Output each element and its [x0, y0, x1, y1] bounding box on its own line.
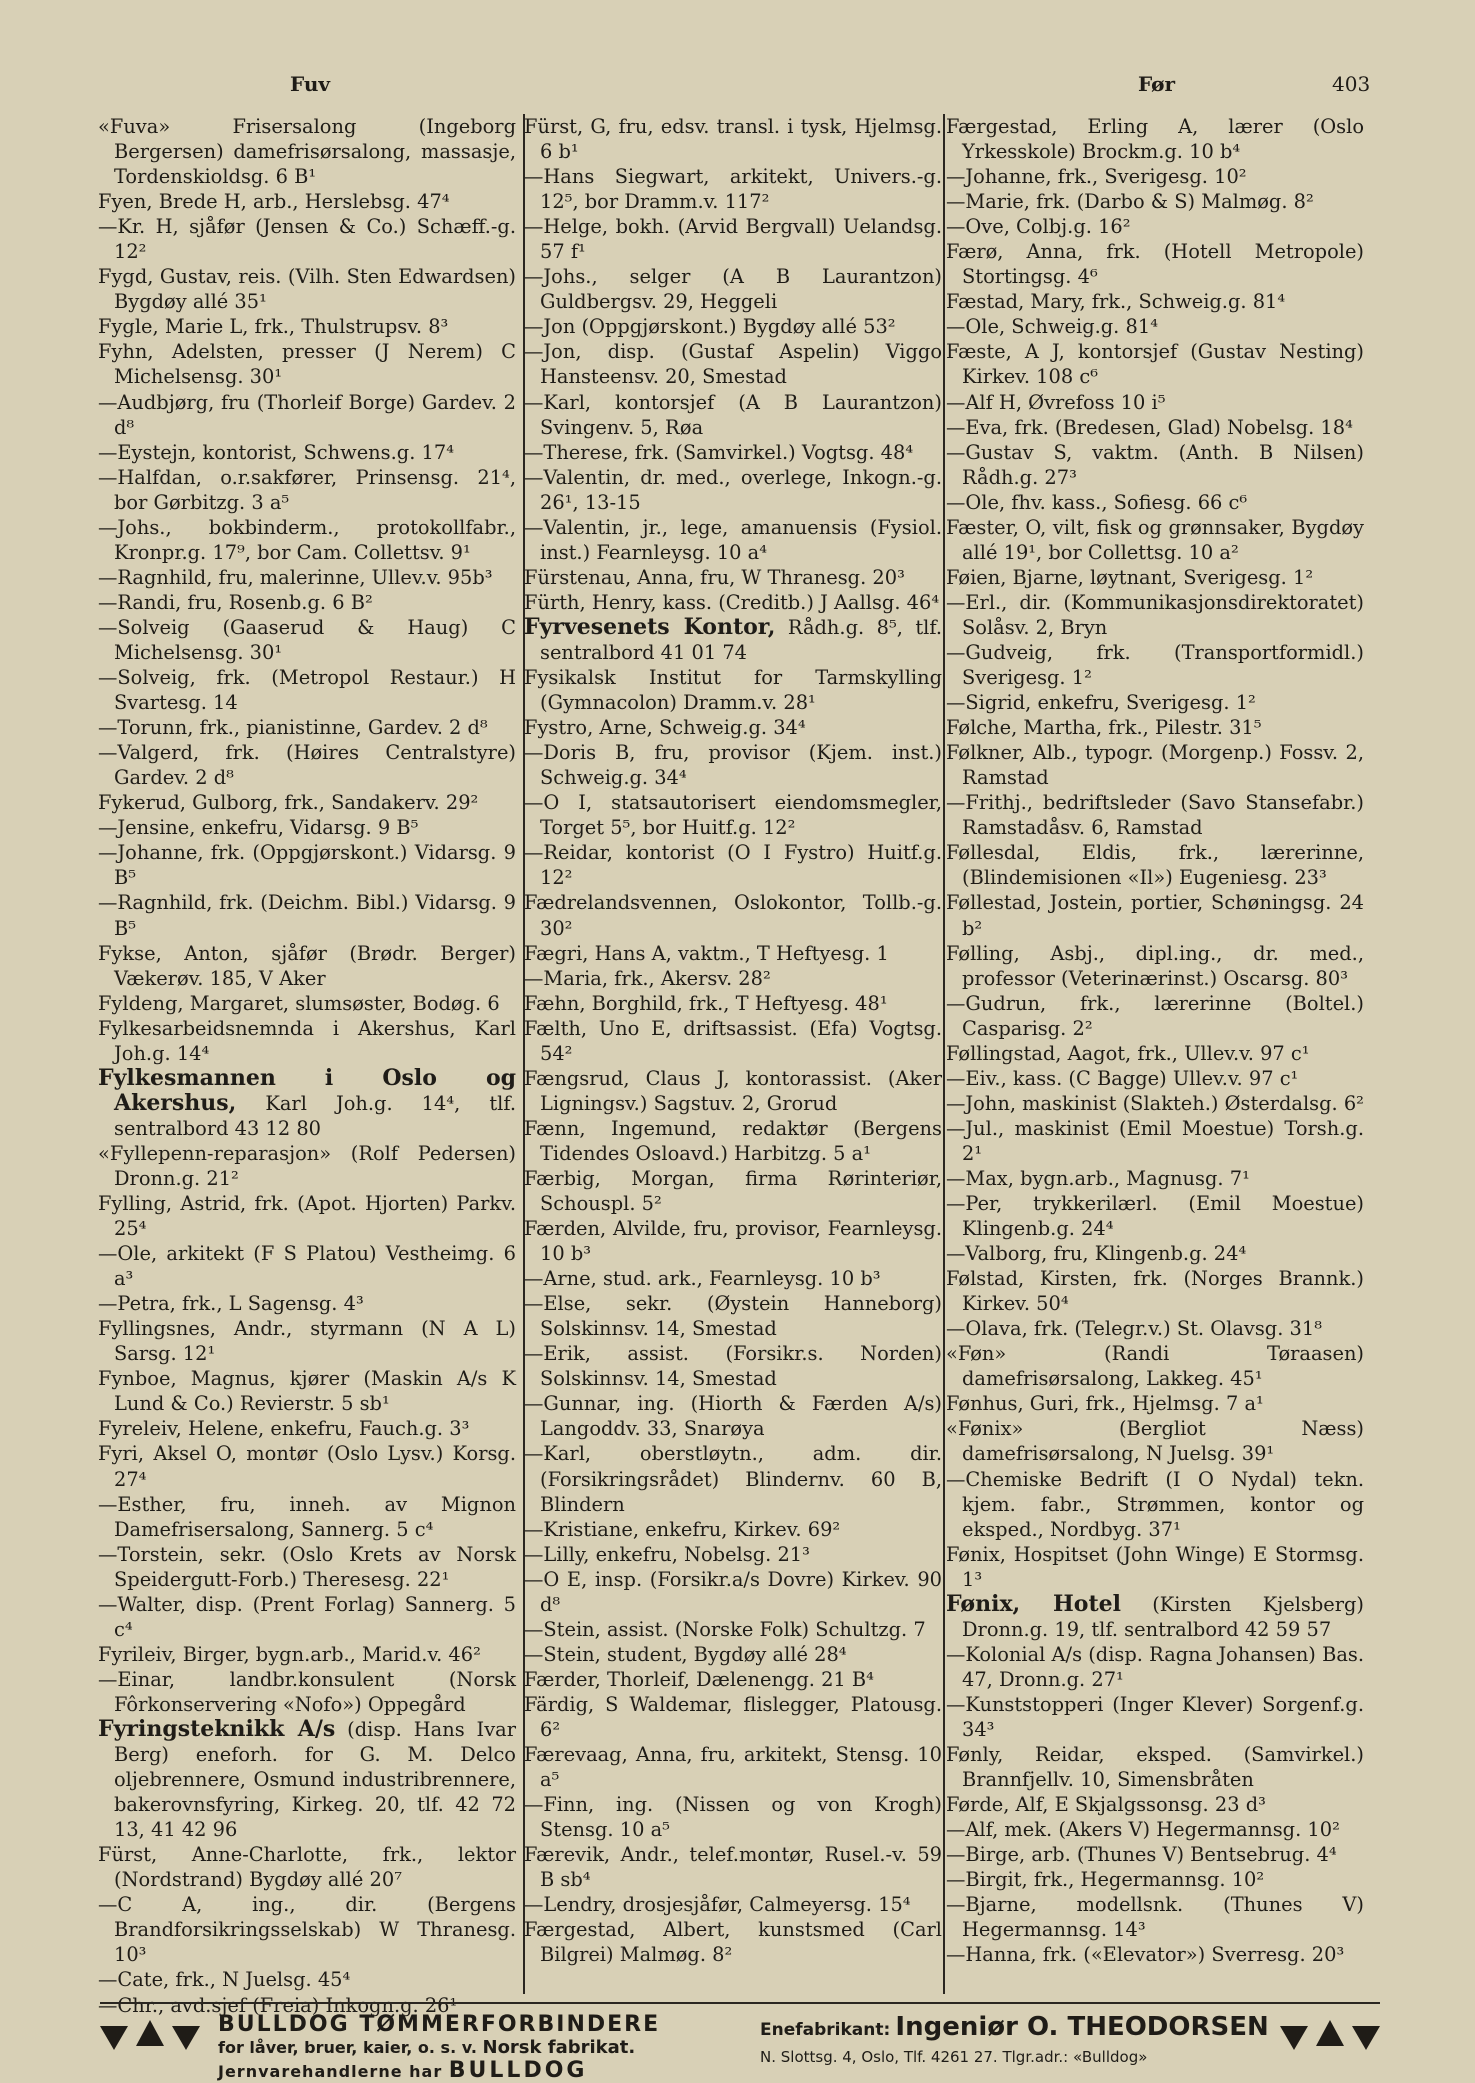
directory-entry: —Ove, Colbj.g. 16² — [946, 215, 1131, 239]
directory-entry: —Therese, frk. (Samvirkel.) Vogtsg. 48⁴ — [524, 440, 914, 464]
directory-entry: —Jon (Oppgjørskont.) Bygdøy allé 53² — [524, 315, 896, 339]
directory-entry: —Doris B, fru, provisor (Kjem. inst.) Schweig.g. 34⁴ — [524, 741, 942, 790]
directory-entry: —Jensine, enkefru, Vidarsg. 9 B⁵ — [98, 816, 419, 840]
ad-line: for låver, bruer, kaier, o. s. v. — [218, 2038, 477, 2057]
ad-right-text — [760, 2012, 1320, 2066]
directory-entry: —Gustav S, vaktm. (Anth. B Nilsen) Rådh.g. 27³ — [946, 440, 1364, 489]
directory-entry: —Cate, frk., N Juelsg. 45⁴ — [98, 1968, 351, 1992]
ad-title: BULLDOG TØMMERFORBINDERE — [218, 2012, 661, 2037]
directory-entry: Færø, Anna, frk. (Hotell Metropole) Stortingsg. 4⁶ — [946, 240, 1364, 289]
directory-entry: —Ragnhild, frk. (Deichm. Bibl.) Vidarsg. 9 B⁵ — [98, 891, 516, 940]
directory-entry: —Valgerd, frk. (Høires Centralstyre) Gardev. 2 d⁸ — [98, 741, 516, 790]
directory-entry: —O I, statsautorisert eiendomsmegler, Torget 5⁵, bor Huitf.g. 12² — [524, 791, 942, 840]
directory-entry: Fyrileiv, Birger, bygn.arb., Marid.v. 46² — [98, 1642, 481, 1666]
directory-entry: Færbig, Morgan, firma Rørinteriør, Schouspl. 5² — [524, 1166, 942, 1216]
directory-entry: —Karl, oberstløytn., adm. dir. (Forsikringsrådet) Blindernv. 60 B, Blindern — [524, 1442, 942, 1516]
bulldog-logo-icon — [100, 2016, 200, 2052]
directory-entry: Fyllingsnes, Andr., styrmann (N A L) Sarsg. 12¹ — [98, 1317, 516, 1366]
directory-entry: —O E, insp. (Forsikr.a/s Dovre) Kirkev. 90 d⁸ — [524, 1567, 942, 1616]
directory-entry: —Maria, frk., Akersv. 28² — [524, 966, 771, 990]
directory-entry: —Frithj., bedriftsleder (Savo Stansefabr.) Ramstadåsv. 6, Ramstad — [946, 791, 1364, 840]
directory-entry: Fykse, Anton, sjåfør (Brødr. Berger) Vækerøv. 185, V Aker — [98, 941, 516, 990]
directory-entry: —Solveig, frk. (Metropol Restaur.) H Svartesg. 14 — [98, 666, 516, 715]
directory-entry: —Helge, bokh. (Arvid Bergvall) Uelandsg. 57 f¹ — [524, 215, 942, 264]
column-3 — [946, 114, 1364, 1967]
page-number: 403 — [1332, 72, 1371, 96]
directory-entry: —Birgit, frk., Hegermannsg. 10² — [946, 1868, 1265, 1892]
directory-entry: Fæster, O, vilt, fisk og grønnsaker, Bygdøy allé 19¹, bor Collettsg. 10 a² — [946, 515, 1364, 564]
directory-entry: —Else, sekr. (Øystein Hanneborg) Solskinnsv. 14, Smestad — [524, 1292, 942, 1341]
directory-entry: Føien, Bjarne, løytnant, Sverigesg. 1² — [946, 565, 1314, 589]
entry-bold: Fylkesmannen i Oslo og Akershus, Karl Joh.g. 14⁴, tlf. sentralbord 43 12 80 — [98, 1064, 516, 1140]
directory-entry: Fykerud, Gulborg, frk., Sandakerv. 29² — [98, 791, 479, 815]
directory-entry: Fygd, Gustav, reis. (Vilh. Sten Edwardsen) Bygdøy allé 35¹ — [98, 265, 516, 314]
directory-entry: —Solveig (Gaaserud & Haug) C Michelsensg. 30¹ — [98, 615, 516, 664]
directory-entry: —Finn, ing. (Nissen og von Krogh) Stensg. 10 a⁵ — [524, 1793, 942, 1842]
directory-entry: Fælth, Uno E, driftsassist. (Efa) Vogtsg. 54² — [524, 1016, 942, 1065]
directory-entry: —Jul., maskinist (Emil Moestue) Torsh.g. 2¹ — [946, 1116, 1364, 1165]
directory-entry: Færden, Alvilde, fru, provisor, Fearnleysg. 10 b³ — [524, 1217, 942, 1266]
directory-entry: —Valborg, fru, Klingenb.g. 24⁴ — [946, 1242, 1247, 1266]
directory-entry: —Per, trykkerilærl. (Emil Moestue) Klingenb.g. 24⁴ — [946, 1192, 1364, 1241]
header-right-guide: Før — [1138, 72, 1175, 96]
directory-entry: «Fuva» Frisersalong (Ingeborg Bergersen) damefrisørsalong, massasje, Tordenskioldsg. 6 B¹ — [98, 115, 516, 189]
directory-entry: «Fønix» (Bergliot Næss) damefrisørsalong, N Juelsg. 39¹ — [946, 1417, 1364, 1466]
directory-entry: —Stein, student, Bygdøy allé 28⁴ — [524, 1642, 847, 1666]
ad-line: Norsk fabrikat. — [482, 2037, 636, 2058]
directory-entry: —Reidar, kontorist (O I Fystro) Huitf.g. 12² — [524, 841, 942, 890]
directory-entry: —Stein, assist. (Norske Folk) Schultzg. 7 — [524, 1617, 926, 1641]
directory-entry: Fürst, Anne-Charlotte, frk., lektor (Nordstrand) Bygdøy allé 20⁷ — [98, 1843, 516, 1892]
ad-line: Jernvarehandlerne har — [218, 2062, 443, 2081]
directory-entry: Fønly, Reidar, eksped. (Samvirkel.) Brannfjellv. 10, Simensbråten — [946, 1743, 1364, 1792]
directory-entry: Fyen, Brede H, arb., Herslebsg. 47⁴ — [98, 190, 450, 214]
directory-entry: —Petra, frk., L Sagensg. 4³ — [98, 1292, 364, 1316]
directory-entry: Fængsrud, Claus J, kontorassist. (Aker Ligningsv.) Sagstuv. 2, Grorud — [524, 1066, 942, 1115]
directory-entry: —Ragnhild, fru, malerinne, Ullev.v. 95b³ — [98, 565, 493, 589]
entry-bold: Fønix, Hotel (Kirsten Kjelsberg) Dronn.g. 19, tlf. sentralbord 42 59 57 — [946, 1590, 1364, 1641]
directory-entry: Fædrelandsvennen, Oslokontor, Tollb.-g. 30² — [524, 891, 942, 940]
directory-entry: Fygle, Marie L, frk., Thulstrupsv. 8³ — [98, 315, 449, 339]
directory-entry: —Lendry, drosjesjåfør, Calmeyersg. 15⁴ — [524, 1893, 911, 1917]
directory-entry: —Eystejn, kontorist, Schwens.g. 17⁴ — [98, 440, 454, 464]
entry-bold: Fyringsteknikk A/s (disp. Hans Ivar Berg) eneforh. for G. M. Delco oljebrennere, Osmund industribrennere, bakerovnsfyring, Kirkeg. 20, tlf. 42 72 13, 41 42 96 — [98, 1716, 516, 1842]
directory-entry: —C A, ing., dir. (Bergens Brandforsikringsselskab) W Thranesg. 10³ — [98, 1893, 516, 1967]
directory-entry: —Birge, arb. (Thunes V) Bentsebrug. 4⁴ — [946, 1843, 1337, 1867]
directory-entry: —Johs., bokbinderm., protokollfabr., Kronpr.g. 17⁹, bor Cam. Collettsv. 9¹ — [98, 515, 516, 564]
directory-entry: —Hanna, frk. («Elevator») Sverresg. 20³ — [946, 1943, 1345, 1967]
directory-entry: —Johanne, frk. (Oppgjørskont.) Vidarsg. 9 B⁵ — [98, 841, 516, 890]
directory-entry: —Sigrid, enkefru, Sverigesg. 1² — [946, 691, 1256, 715]
entry-bold: Fyrvesenets Kontor, Rådh.g. 8⁵, tlf. sentralbord 41 01 74 — [524, 613, 942, 664]
directory-entry: Færgestad, Erling A, lærer (Oslo Yrkesskole) Brockm.g. 10 b⁴ — [946, 115, 1364, 164]
directory-entry: —Erl., dir. (Kommunikasjonsdirektoratet) Solåsv. 2, Bryn — [946, 590, 1364, 639]
directory-entry: «Føn» (Randi Tøraasen) damefrisørsalong, Lakkeg. 45¹ — [946, 1342, 1364, 1391]
directory-entry: —Eva, frk. (Bredesen, Glad) Nobelsg. 18⁴ — [946, 415, 1353, 439]
directory-entry: —Einar, landbr.konsulent (Norsk Fôrkonservering «Nofo») Oppegård — [98, 1667, 516, 1716]
directory-entry: —Gudrun, frk., lærerinne (Boltel.) Casparisg. 2² — [946, 991, 1364, 1040]
directory-entry: —Audbjørg, fru (Thorleif Borge) Gardev. 2 d⁸ — [98, 390, 516, 439]
directory-entry: —Erik, assist. (Forsikr.s. Norden) Solskinnsv. 14, Smestad — [524, 1342, 942, 1391]
directory-entry: —Max, bygn.arb., Magnusg. 7¹ — [946, 1166, 1250, 1190]
directory-entry: Fægri, Hans A, vaktm., T Heftyesg. 1 — [524, 941, 889, 965]
directory-entry: Fænn, Ingemund, redaktør (Bergens Tidendes Osloavd.) Harbitzg. 5 a¹ — [524, 1116, 942, 1165]
advertisement-banner — [100, 2002, 1380, 2083]
directory-entry: —Marie, frk. (Darbo & S) Malmøg. 8² — [946, 190, 1314, 214]
directory-entry: Fysikalsk Institut for Tarmskylling (Gymnacolon) Dramm.v. 28¹ — [524, 666, 942, 715]
directory-entry: —Gudveig, frk. (Transportformidl.) Sverigesg. 1² — [946, 640, 1364, 690]
directory-entry: —Karl, kontorsjef (A B Laurantzon) Svingenv. 5, Røa — [524, 390, 942, 439]
directory-entry: —Walter, disp. (Prent Forlag) Sannerg. 5 c⁴ — [98, 1592, 516, 1641]
directory-entry: —Torunn, frk., pianistinne, Gardev. 2 d⁸ — [98, 716, 488, 740]
directory-entry: —Valentin, dr. med., overlege, Inkogn.-g. 26¹, 13-15 — [524, 465, 942, 514]
directory-entry: —Chr., avd.sjef (Freia) Inkogn.g. 26¹ — [98, 1993, 458, 2017]
directory-entry: Fyreleiv, Helene, enkefru, Fauch.g. 3³ — [98, 1417, 470, 1441]
directory-entry: —Ole, Schweig.g. 81⁴ — [946, 315, 1158, 339]
directory-entry: Fæhn, Borghild, frk., T Heftyesg. 48¹ — [524, 991, 888, 1015]
directory-entry: —Johanne, frk., Sverigesg. 10² — [946, 165, 1247, 189]
directory-entry: —Bjarne, modellsnk. (Thunes V) Hegermannsg. 14³ — [946, 1893, 1364, 1942]
directory-entry: Færder, Thorleif, Dælenengg. 21 B⁴ — [524, 1667, 874, 1691]
directory-entry: Fyhn, Adelsten, presser (J Nerem) C Michelsensg. 30¹ — [98, 340, 516, 389]
directory-entry: —Alf, mek. (Akers V) Hegermannsg. 10² — [946, 1818, 1340, 1842]
directory-entry: —Esther, fru, inneh. av Mignon Damefrisersalong, Sannerg. 5 c⁴ — [98, 1492, 516, 1541]
directory-entry: Fønix, Hospitset (John Winge) E Stormsg. 1³ — [946, 1542, 1364, 1591]
bulldog-logo-icon — [1280, 2016, 1380, 2052]
ad-brand: BULLDOG — [448, 2058, 588, 2083]
directory-entry: —Olava, frk. (Telegr.v.) St. Olavsg. 31⁸ — [946, 1317, 1322, 1341]
directory-entry: Førde, Alf, E Skjalgssonsg. 23 d³ — [946, 1793, 1266, 1817]
directory-entry: Fürst, G, fru, edsv. transl. i tysk, Hjelmsg. 6 b¹ — [524, 115, 942, 164]
directory-entry: —Eiv., kass. (C Bagge) Ullev.v. 97 c¹ — [946, 1066, 1299, 1090]
directory-entry: Føllestad, Jostein, portier, Schøningsg. 24 b² — [946, 891, 1364, 940]
directory-entry: Føllesdal, Eldis, frk., lærerinne, (Blindemisionen «Il») Eugeniesg. 23³ — [946, 841, 1364, 890]
directory-entry: Fylkesarbeidsnemnda i Akershus, Karl Joh.g. 14⁴ — [98, 1016, 516, 1065]
directory-entry: —Kr. H, sjåfør (Jensen & Co.) Schæff.-g. 12² — [98, 215, 516, 264]
directory-entry: —Kristiane, enkefru, Kirkev. 69² — [524, 1517, 841, 1541]
page-header — [0, 72, 1475, 102]
column-2 — [524, 114, 942, 1967]
directory-entry: Fürstenau, Anna, fru, W Thranesg. 20³ — [524, 565, 905, 589]
directory-entry: —Valentin, jr., lege, amanuensis (Fysiol. inst.) Fearnleysg. 10 a⁴ — [524, 515, 942, 564]
directory-entry: —Johs., selger (A B Laurantzon) Guldbergsv. 29, Heggeli — [524, 265, 942, 314]
directory-entry: Fyri, Aksel O, montør (Oslo Lysv.) Korsg. 27⁴ — [98, 1442, 516, 1491]
directory-entry: Fønhus, Guri, frk., Hjelmsg. 7 a¹ — [946, 1392, 1264, 1416]
directory-entry: Färdig, S Waldemar, flislegger, Platousg. 6² — [524, 1692, 942, 1741]
directory-entry: Føllingstad, Aagot, frk., Ullev.v. 97 c¹ — [946, 1041, 1310, 1065]
directory-entry: —Kunststopperi (Inger Klever) Sorgenf.g. 34³ — [946, 1692, 1364, 1741]
directory-entry: —Torstein, sekr. (Oslo Krets av Norsk Speidergutt-Forb.) Theresesg. 22¹ — [98, 1542, 516, 1591]
directory-entry: —Alf H, Øvrefoss 10 i⁵ — [946, 390, 1166, 414]
directory-entry: Følkner, Alb., typogr. (Morgenp.) Fossv. 2, Ramstad — [946, 741, 1364, 790]
ad-manufacturer: Ingeniør O. THEODORSEN — [895, 2012, 1269, 2042]
directory-entry: Fæstad, Mary, frk., Schweig.g. 81⁴ — [946, 290, 1286, 314]
header-left-guide: Fuv — [290, 72, 331, 96]
directory-entry: Følstad, Kirsten, frk. (Norges Brannk.) Kirkev. 50⁴ — [946, 1267, 1364, 1316]
ad-address: N. Slottsg. 4, Oslo, Tlf. 4261 27. Tlgr.adr.: «Bulldog» — [760, 2048, 1148, 2066]
directory-entry: Følling, Asbj., dipl.ing., dr. med., professor (Veterinærinst.) Oscarsg. 80³ — [946, 941, 1364, 990]
directory-entry: «Fyllepenn-reparasjon» (Rolf Pedersen) Dronn.g. 21² — [98, 1141, 516, 1190]
directory-entry: Fystro, Arne, Schweig.g. 34⁴ — [524, 716, 806, 740]
directory-entry: Færevik, Andr., telef.montør, Rusel.-v. 59 B sb⁴ — [524, 1843, 942, 1892]
directory-entry: —Jon, disp. (Gustaf Aspelin) Viggo Hansteensv. 20, Smestad — [524, 340, 942, 389]
directory-entry: Følche, Martha, frk., Pilestr. 31⁵ — [946, 716, 1262, 740]
directory-entry: Færevaag, Anna, fru, arkitekt, Stensg. 10 a⁵ — [524, 1743, 942, 1792]
directory-entry: —John, maskinist (Slakteh.) Østerdalsg. 6² — [946, 1091, 1364, 1115]
directory-entry: —Ole, fhv. kass., Sofiesg. 66 c⁶ — [946, 490, 1248, 514]
column-1 — [98, 114, 516, 2018]
directory-entry: Fæste, A J, kontorsjef (Gustav Nesting) Kirkev. 108 c⁶ — [946, 340, 1364, 389]
directory-entry: —Arne, stud. ark., Fearnleysg. 10 b³ — [524, 1267, 881, 1291]
directory-entry: —Randi, fru, Rosenb.g. 6 B² — [98, 590, 373, 614]
directory-entry: Fyldeng, Margaret, slumsøster, Bodøg. 6 — [98, 991, 500, 1015]
directory-entry: —Chemiske Bedrift (I O Nydal) tekn. kjem. fabr., Strømmen, kontor og eksped., Nordbyg. 37¹ — [946, 1467, 1364, 1541]
directory-entry: —Hans Siegwart, arkitekt, Univers.-g. 12⁵, bor Dramm.v. 117² — [524, 165, 942, 214]
directory-entry: Fylling, Astrid, frk. (Apot. Hjorten) Parkv. 25⁴ — [98, 1192, 516, 1241]
directory-entry: —Gunnar, ing. (Hiorth & Færden A/s) Langoddv. 33, Snarøya — [524, 1392, 942, 1441]
ad-label: Enefabrikant: — [760, 2020, 891, 2040]
directory-entry: Fürth, Henry, kass. (Creditb.) J Aallsg. 46⁴ — [524, 590, 940, 614]
directory-entry: —Halfdan, o.r.sakfører, Prinsensg. 21⁴, bor Gørbitzg. 3 a⁵ — [98, 465, 516, 514]
directory-entry: Fynboe, Magnus, kjører (Maskin A/s K Lund & Co.) Revierstr. 5 sb¹ — [98, 1367, 516, 1416]
directory-entry: —Ole, arkitekt (F S Platou) Vestheimg. 6 a³ — [98, 1242, 516, 1291]
directory-entry: Færgestad, Albert, kunstsmed (Carl Bilgrei) Malmøg. 8² — [524, 1918, 942, 1967]
directory-entry: —Lilly, enkefru, Nobelsg. 21³ — [524, 1542, 810, 1566]
directory-columns — [98, 114, 1383, 2017]
directory-entry: —Kolonial A/s (disp. Ragna Johansen) Bas. 47, Dronn.g. 27¹ — [946, 1642, 1364, 1691]
